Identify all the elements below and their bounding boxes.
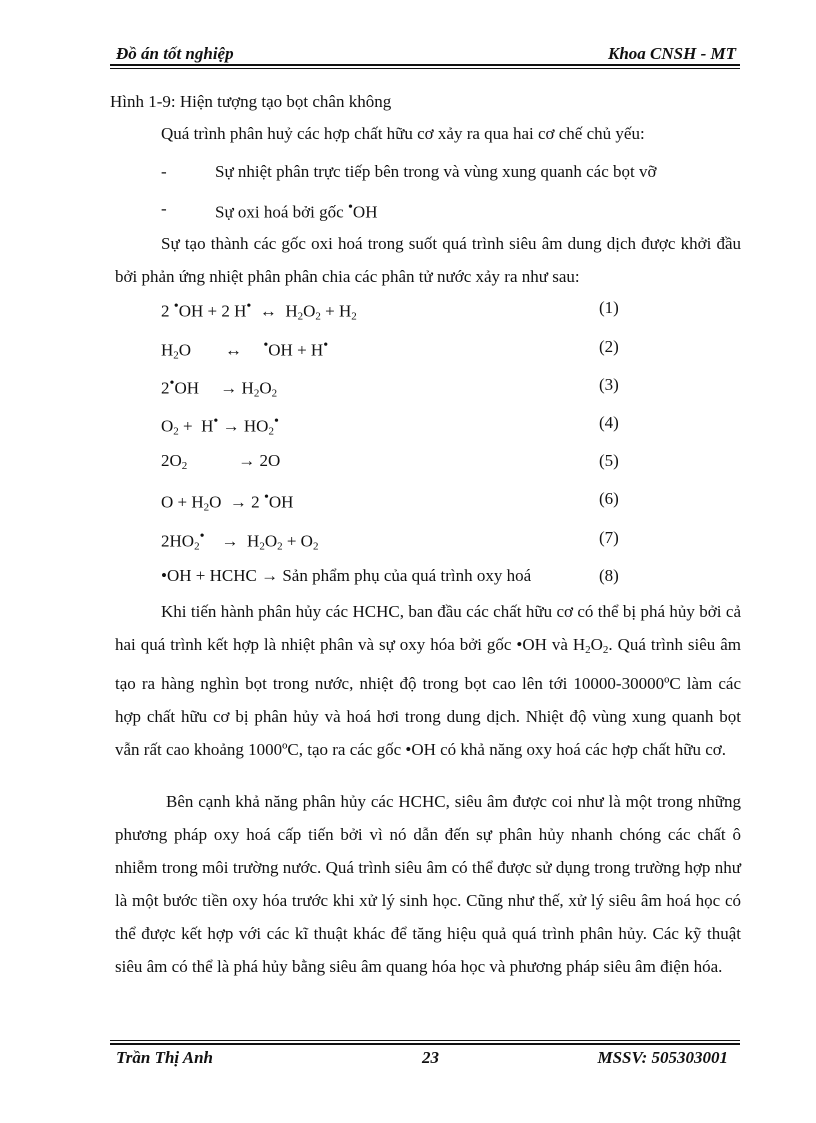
paragraph-radicals: Sự tạo thành các gốc oxi hoá trong suốt quá trình siêu âm dung dịch được khởi đầu bởi phản ứng nhiệt phân phân chia các phân tử nước xảy ra như sau: <box>115 234 741 286</box>
equation-6-number: (6) <box>599 489 619 508</box>
paragraph-ultrasound: Bên cạnh khả năng phân hủy các HCHC, siêu âm được coi như là một trong những phương pháp oxy hoá cấp tiến bởi vì nó dẫn đến sự phân hủy nhanh chóng các chất ô nhiễm trong môi trường nước. Quá trình siêu âm có thể được sử dụng trong trường hợp như là một bước tiền oxy hóa trước khi xử lý sinh học. Cũng như thế, xử lý siêu âm hoá học có thể được kết hợp với các kĩ thuật khác để tăng hiệu quả quá trình phân hủy. Các kỹ thuật siêu âm có thể là phá hủy bằng siêu âm quang hóa học và phương pháp siêu âm điện hóa. <box>115 792 741 976</box>
bullet-1-dash: - <box>161 162 167 181</box>
paragraph-intro: Quá trình phân huỷ các hợp chất hữu cơ xảy ra qua hai cơ chế chủ yếu: <box>161 124 645 143</box>
bullet-2-label: Sự oxi hoá bởi gốc <box>215 202 344 222</box>
footer-rule-thin <box>110 1040 740 1041</box>
header-title-right: Khoa CNSH - MT <box>608 44 736 63</box>
equation-4 <box>161 413 641 437</box>
paragraph-hchc: Khi tiến hành phân hủy các HCHC, ban đầu các chất hữu cơ có thể bị phá hủy bởi cả hai quá trình kết hợp là nhiệt phân và sự oxy hóa bởi gốc •OH và $H_2O_2$. Quá trình siêu âm tạo ra hàng nghìn bọt trong nước, nhiệt độ trong bọt cao lên tới 10000-30000ºC làm các hợp chất hữu cơ bị phân hủy và hoá hơi trong dung dịch. Nhiệt độ vùng xung quanh bọt vẫn rất cao khoảng 1000ºC, tạo ra các gốc •OH có khả năng oxy hoá các hợp chất hữu cơ. <box>115 602 741 759</box>
equation-2-formula: $H_2O$ ↔ •OH + H• <box>161 337 329 362</box>
equation-6 <box>161 489 641 513</box>
bullet-2-dash: - <box>161 199 167 218</box>
equation-7-number: (7) <box>599 528 619 547</box>
equation-6-formula: $O + H_2O \to 2$ •OH <box>161 489 294 514</box>
footer-author: Trần Thị Anh <box>116 1048 214 1067</box>
equation-2-number: (2) <box>599 337 619 356</box>
equation-2 <box>161 337 641 361</box>
equation-8-formula: •OH + HCHC → Sản phẩm phụ của quá trình oxy hoá <box>161 566 532 585</box>
equation-5-number: (5) <box>599 451 619 470</box>
equation-1-formula: 2 •OH + 2 H• ↔ $H_2O_2 + H_2$ <box>161 298 357 323</box>
equation-5 <box>161 451 641 475</box>
figure-caption: Hình 1-9: Hiện tượng tạo bọt chân không <box>110 92 392 111</box>
bullet-2-text <box>215 199 377 223</box>
header-title-left: Đồ án tốt nghiệp <box>116 44 234 63</box>
bullet-2-tail: OH <box>352 202 378 222</box>
equation-7 <box>161 528 641 552</box>
equation-1-number: (1) <box>599 298 619 317</box>
footer-student-id: MSSV: 505303001 <box>597 1048 728 1067</box>
equation-3 <box>161 375 641 399</box>
equation-5-formula: $2O_2$ → 2O <box>161 451 281 472</box>
equation-4-number: (4) <box>599 413 619 432</box>
page-header <box>110 42 740 68</box>
equation-3-number: (3) <box>599 375 619 394</box>
equation-7-formula: $2HO_2^•$ → $H_2O_2 + O_2$ <box>161 528 319 553</box>
radical-dot: • <box>347 199 353 215</box>
equation-3-formula: 2•OH → $H_2O_2$ <box>161 375 278 400</box>
page-footer <box>110 1040 740 1070</box>
equation-4-formula: $O_2 + H^• \to HO_2^•$ <box>161 413 279 438</box>
header-rule <box>110 64 740 66</box>
bullet-1-text: Sự nhiệt phân trực tiếp bên trong và vùng xung quanh các bọt vỡ <box>215 162 657 181</box>
equation-1 <box>161 298 641 322</box>
equation-8-number: (8) <box>599 566 619 585</box>
paragraph-hchc-part-1: Khi tiến hành phân hủy các HCHC, ban đầu các chất hữu cơ có thể bị phá hủy bởi cả hai quá trình kết hợp là nhiệt phân và sự oxy hóa bởi gốc •OH và <box>115 602 741 654</box>
paragraph-hchc-part-2: . Quá trình siêu âm tạo ra hàng nghìn bọt trong nước, nhiệt độ trong bọt cao lên tới 10000-30000ºC làm các hợp chất hữu cơ bị phân hủy và hoá hơi trong dung dịch. Nhiệt độ vùng xung quanh bọt vẫn rất cao khoảng 1000ºC, tạo ra các gốc •OH có khả năng oxy hoá các hợp chất hữu cơ. <box>115 635 741 759</box>
equation-8 <box>161 566 641 590</box>
header-rule-thin <box>110 68 740 69</box>
footer-rule <box>110 1043 740 1045</box>
page-number: 23 <box>422 1048 439 1067</box>
